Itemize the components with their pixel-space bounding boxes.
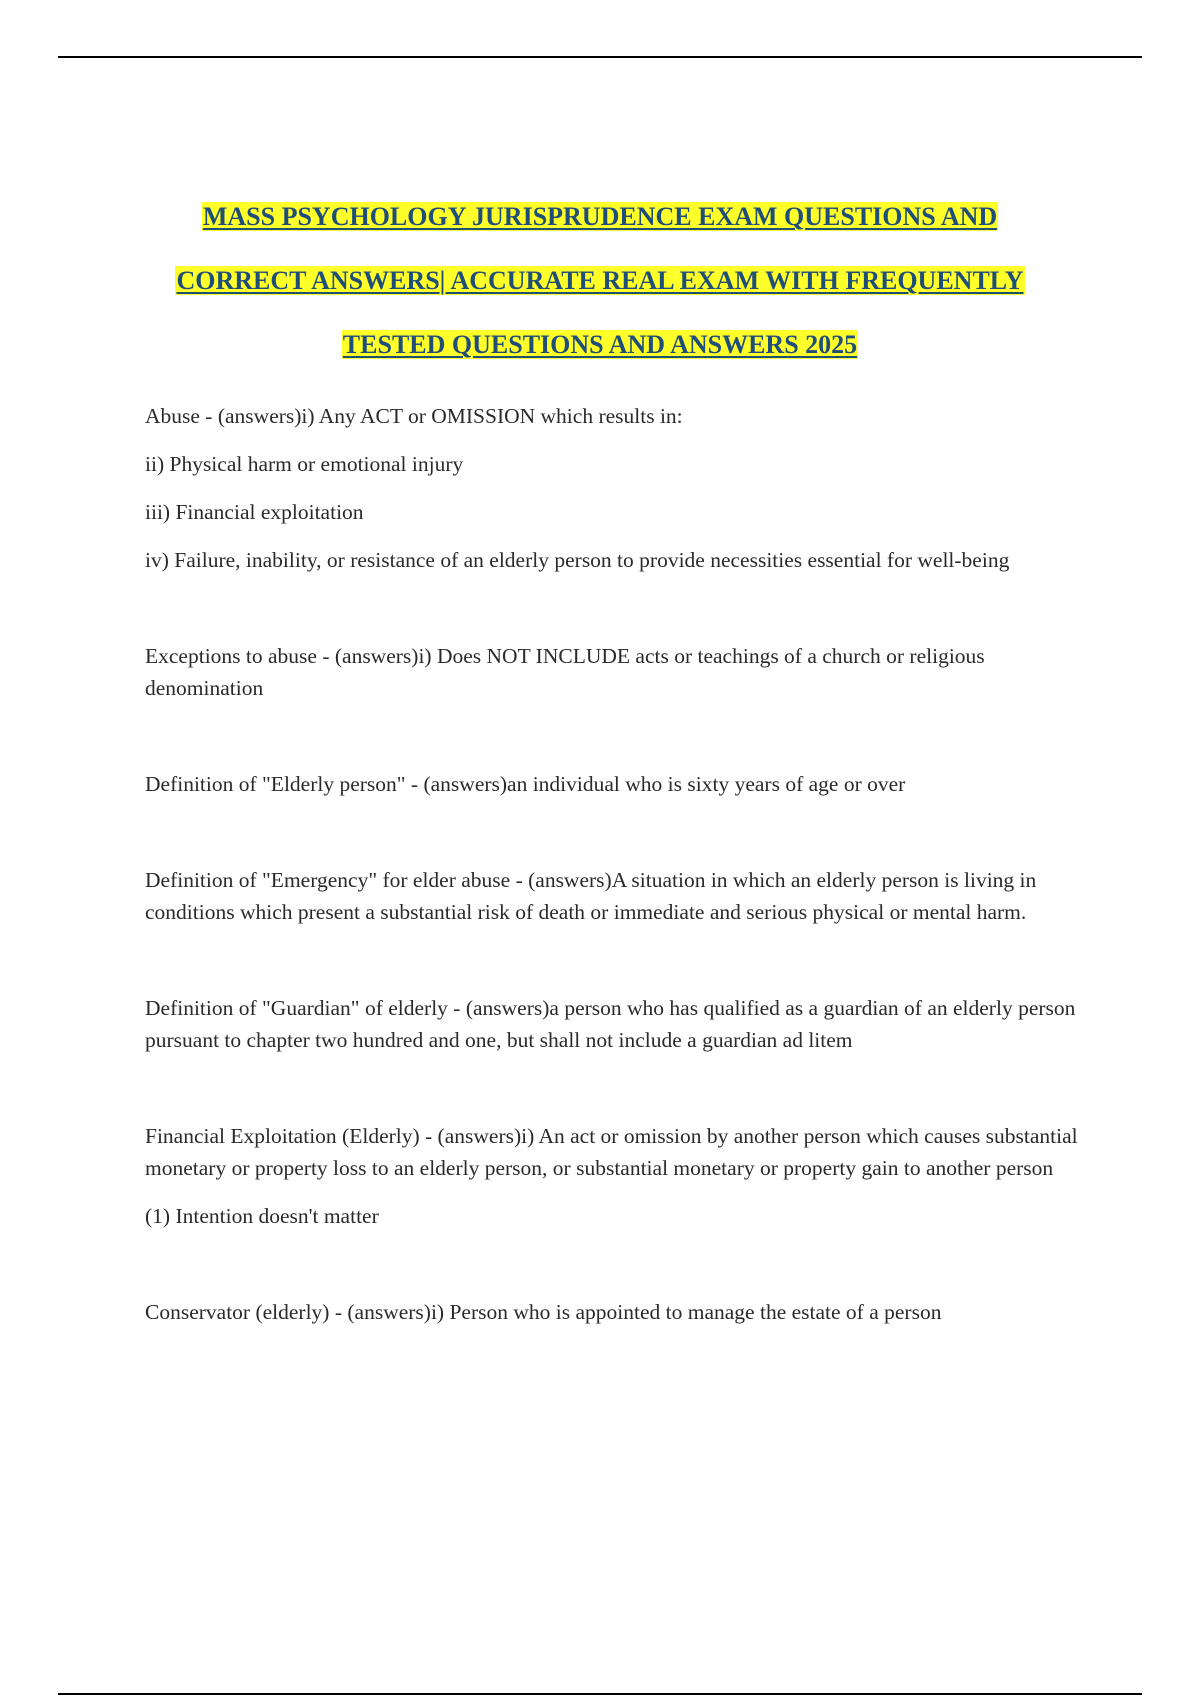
- entry-text: Conservator (elderly) - (answers)i) Person who is appointed to manage the estate of a person: [145, 1300, 942, 1324]
- title-line-2-text: CORRECT ANSWERS| ACCURATE REAL EXAM WITH FREQUENTLY: [176, 266, 1024, 295]
- entry-elderly-person: [145, 768, 1095, 800]
- entry-text: Abuse - (answers)i) Any ACT or OMISSION which results in:: [145, 404, 683, 428]
- entry-text: Financial Exploitation (Elderly) - (answers)i) An act or omission by another person which causes substantial monetary or property loss to an elderly person, or substantial monetary or property gain to another person: [145, 1124, 1078, 1180]
- entry-exceptions-to-abuse: [145, 640, 1095, 704]
- entry-text: iii) Financial exploitation: [145, 500, 364, 524]
- entry-text: iv) Failure, inability, or resistance of an elderly person to provide necessities essential for well-being: [145, 548, 1010, 572]
- entry-text: Definition of "Guardian" of elderly - (answers)a person who has qualified as a guardian of an elderly person pursuant to chapter two hundred and one, but shall not include a guardian ad litem: [145, 996, 1076, 1052]
- entry-abuse: [145, 400, 1095, 576]
- title-line-3: [58, 313, 1142, 377]
- title-line-1-text: MASS PSYCHOLOGY JURISPRUDENCE EXAM QUESTIONS AND: [202, 202, 998, 231]
- entry-financial-exploitation: [145, 1120, 1095, 1232]
- entry-text: ii) Physical harm or emotional injury: [145, 452, 464, 476]
- document-body: [145, 400, 1095, 1328]
- entry-conservator: [145, 1296, 1095, 1328]
- title-line-2: [58, 249, 1142, 313]
- entry-text: (1) Intention doesn't matter: [145, 1204, 379, 1228]
- entry-text: Exceptions to abuse - (answers)i) Does NOT INCLUDE acts or teachings of a church or religious denomination: [145, 644, 985, 700]
- entry-emergency: [145, 864, 1095, 928]
- entry-text: Definition of "Emergency" for elder abuse - (answers)A situation in which an elderly person is living in conditions which present a substantial risk of death or immediate and serious physical or mental harm.: [145, 868, 1037, 924]
- title-line-1: [58, 185, 1142, 249]
- bottom-rule: [58, 1693, 1142, 1695]
- entry-text: Definition of "Elderly person" - (answers)an individual who is sixty years of age or over: [145, 772, 906, 796]
- document-title: [58, 185, 1142, 377]
- title-line-3-text: TESTED QUESTIONS AND ANSWERS 2025: [342, 330, 858, 359]
- entry-guardian: [145, 992, 1095, 1056]
- top-rule: [58, 56, 1142, 58]
